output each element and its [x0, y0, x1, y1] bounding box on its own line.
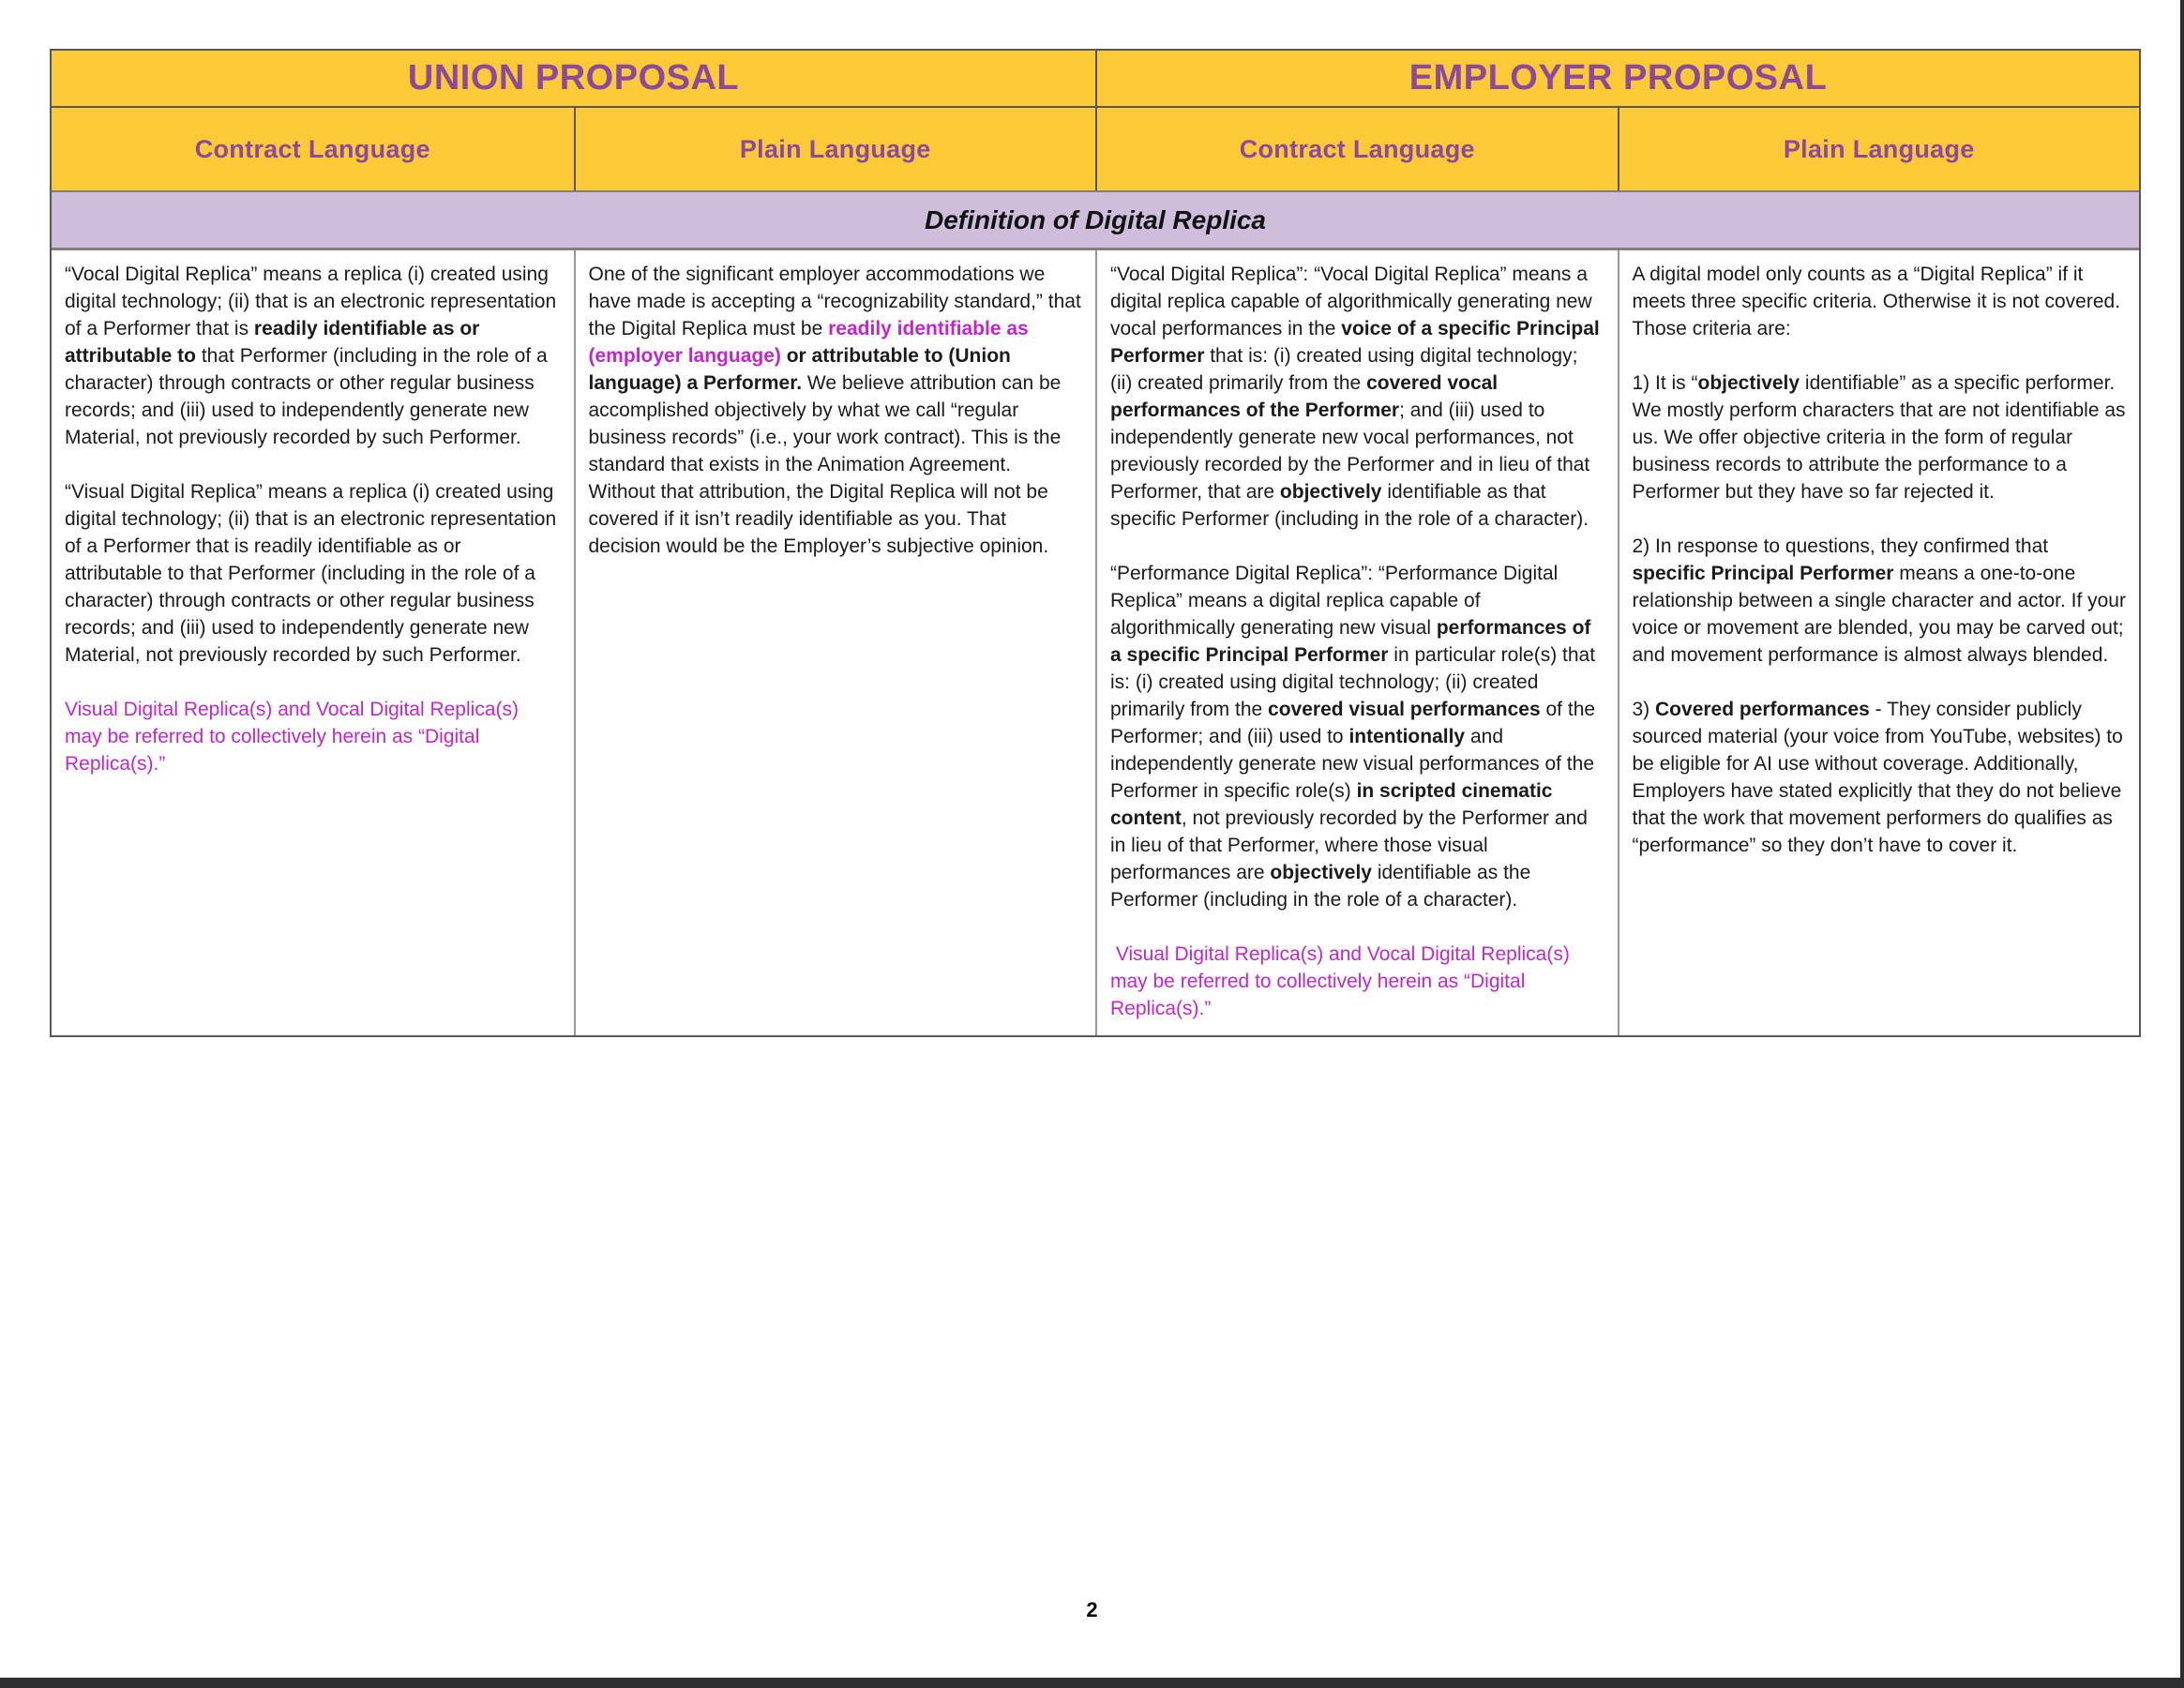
employer-proposal-header: EMPLOYER PROPOSAL: [1095, 51, 2139, 106]
paragraph: Visual Digital Replica(s) and Vocal Digital Replica(s) may be referred to collectively herein as “Digital Replica(s).”: [65, 699, 524, 775]
union-contract-language-header: Contract Language: [52, 108, 574, 190]
cell-employer-plain-language: [1618, 250, 2140, 1035]
employer-contract-language-header: Contract Language: [1095, 108, 1618, 190]
window-right-edge: [2180, 0, 2184, 1688]
table-body-row: [52, 250, 2139, 1035]
union-plain-language-header: Plain Language: [574, 108, 1096, 190]
paragraph: A digital model only counts as a “Digital Replica” if it meets three specific criteria. Otherwise it is not covered. Those criteria are:: [1632, 264, 2126, 339]
cell-union-contract-language: [52, 250, 574, 1035]
paragraph: One of the significant employer accommodations we have made is accepting a “recognizability standard,” that the Digital Replica must be readily identifiable as (employer language) or attributable to (Union language) a Performer. We believe attribution can be accomplished objectively by what we call “regular business records” (i.e., your work contract). This is the standard that exists in the Animation Agreement. Without that attribution, the Digital Replica will not be covered if it isn’t readily identifiable as you. That decision would be the Employer’s subjective opinion.: [588, 264, 1087, 557]
cell-employer-contract-language: [1095, 250, 1618, 1035]
paragraph: 2) In response to questions, they confirmed that specific Principal Performer means a one-to-one relationship between a single character and actor. If your voice or movement are blended, you may be carved out; and movement performance is almost always blended.: [1632, 535, 2131, 666]
paragraph: “Performance Digital Replica”: “Performance Digital Replica” means a digital replica capable of algorithmically generating new visual performances of a specific Principal Performer in particular role(s) that is: (i) created using digital technology; (ii) created primarily from the covered visual performances of the Performer; and (iii) used to intentionally and independently generate new visual performances of the Performer in specific role(s) in scripted cinematic content, not previously recorded by the Performer and in lieu of that Performer, where those visual performances are objectively identifiable as the Performer (including in the role of a character).: [1110, 563, 1601, 911]
paragraph: 3) Covered performances - They consider publicly sourced material (your voice from YouTube, websites) to be eligible for AI use without coverage. Additionally, Employers have stated explicitly that they do not believe that the work that movement performers do qualifies as “performance” so they don’t have to cover it.: [1632, 699, 2129, 856]
window-bottom-edge: [0, 1678, 2184, 1688]
section-title: Definition of Digital Replica: [924, 204, 1266, 234]
proposal-header-row: [52, 51, 2139, 108]
employer-plain-language-header: Plain Language: [1618, 108, 2140, 190]
column-header-row: [52, 108, 2139, 190]
section-title-row: [52, 190, 2139, 250]
paragraph: Visual Digital Replica(s) and Vocal Digital Replica(s) may be referred to collectively herein as “Digital Replica(s).”: [1110, 943, 1575, 1019]
paragraph: “Visual Digital Replica” means a replica (i) created using digital technology; (ii) that is an electronic representation of a Performer that is readily identifiable as or attributable to that Performer (including in the role of a character) through contracts or other regular business records; and (iii) used to independently generate new Material, not previously recorded by such Performer.: [65, 481, 562, 666]
page-number: 2: [1086, 1598, 1098, 1621]
proposal-comparison-table: [50, 49, 2141, 1037]
paragraph: 1) It is “objectively identifiable” as a specific performer. We mostly perform characters that are not identifiable as us. We offer objective criteria in the form of regular business records to attribute the performance to a Performer but they have so far rejected it.: [1632, 372, 2131, 503]
cell-union-plain-language: [574, 250, 1096, 1035]
union-proposal-header: UNION PROPOSAL: [52, 51, 1095, 106]
paragraph: “Vocal Digital Replica”: “Vocal Digital Replica” means a digital replica capable of algorithmically generating new vocal performances in the voice of a specific Principal Performer that is: (i) created using digital technology; (ii) created primarily from the covered vocal performances of the Performer; and (iii) used to independently generate new vocal performances, not previously recorded by the Performer and in lieu of that Performer, that are objectively identifiable as that specific Performer (including in the role of a character).: [1110, 264, 1605, 530]
paragraph: “Vocal Digital Replica” means a replica (i) created using digital technology; (ii) that is an electronic representation of a Performer that is readily identifiable as or attributable to that Performer (including in the role of a character) through contracts or other regular business records; and (iii) used to independently generate new Material, not previously recorded by such Performer.: [65, 264, 562, 448]
